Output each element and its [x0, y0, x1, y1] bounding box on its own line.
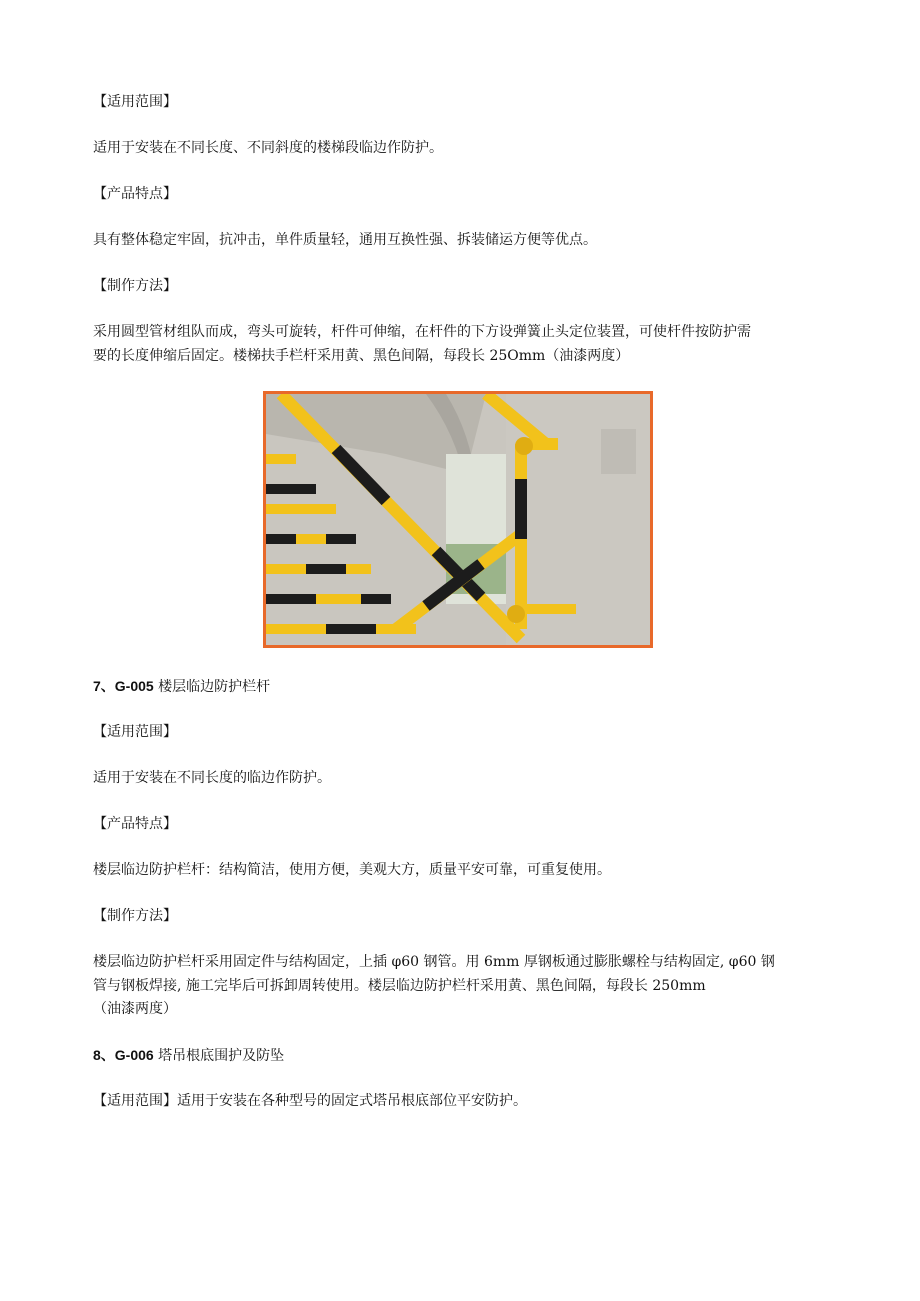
- features-heading-1: 【产品特点】: [93, 186, 177, 202]
- item-7-number: 7、G-005: [93, 678, 154, 694]
- method-text-1-line-2: 要的长度伸缩后固定。楼梯扶手栏杆采用黄、黑色间隔，每段长 25Omm（油漆两度）: [93, 348, 630, 364]
- scope-line-8: [93, 1091, 527, 1111]
- item-8-title: 塔吊根底围护及防坠: [158, 1048, 285, 1064]
- method-text-1-line-1: 采用圆型管材组队而成，弯头可旋转，杆件可伸缩，在杆件的下方设弹簧止头定位装置，可使杆件按防护需: [93, 324, 751, 340]
- method-heading-7: 【制作方法】: [93, 908, 177, 924]
- item-7-title: 楼层临边防护栏杆: [158, 679, 271, 695]
- item-8-heading: [93, 1045, 284, 1066]
- scope-text-1: 适用于安装在不同长度、不同斜度的楼梯段临边作防护。: [93, 140, 443, 156]
- item-7-heading: [93, 676, 270, 697]
- features-text-7: 楼层临边防护栏杆：结构简洁，使用方便，美观大方，质量平安可靠，可重复使用。: [93, 862, 611, 878]
- stair-railing-photo-icon: [263, 391, 653, 648]
- method-text-7-line-1: 楼层临边防护栏杆采用固定件与结构固定，上插 φ60 钢管。用 6mm 厚钢板通过膨胀螺栓与结构固定, φ60 钢: [93, 954, 775, 970]
- scope-heading-8: 【适用范围】: [93, 1093, 177, 1109]
- method-text-7-line-2: 管与钢板焊接, 施工完毕后可拆卸周转使用。楼层临边防护栏杆采用黄、黑色间隔，每段长 250mm: [93, 978, 706, 994]
- scope-heading-7: 【适用范围】: [93, 724, 177, 740]
- features-heading-7: 【产品特点】: [93, 816, 177, 832]
- scope-heading-1: 【适用范围】: [93, 94, 177, 110]
- scope-text-8: 适用于安装在各种型号的固定式塔吊根底部位平安防护。: [177, 1093, 527, 1109]
- features-text-1: 具有整体稳定牢固，抗冲击，单件质量轻，通用互换性强、拆装储运方便等优点。: [93, 232, 597, 248]
- method-heading-1: 【制作方法】: [93, 278, 177, 294]
- scope-text-7: 适用于安装在不同长度的临边作防护。: [93, 770, 331, 786]
- item-8-number: 8、G-006: [93, 1047, 154, 1063]
- method-text-7-line-3: （油漆两度）: [93, 1001, 177, 1017]
